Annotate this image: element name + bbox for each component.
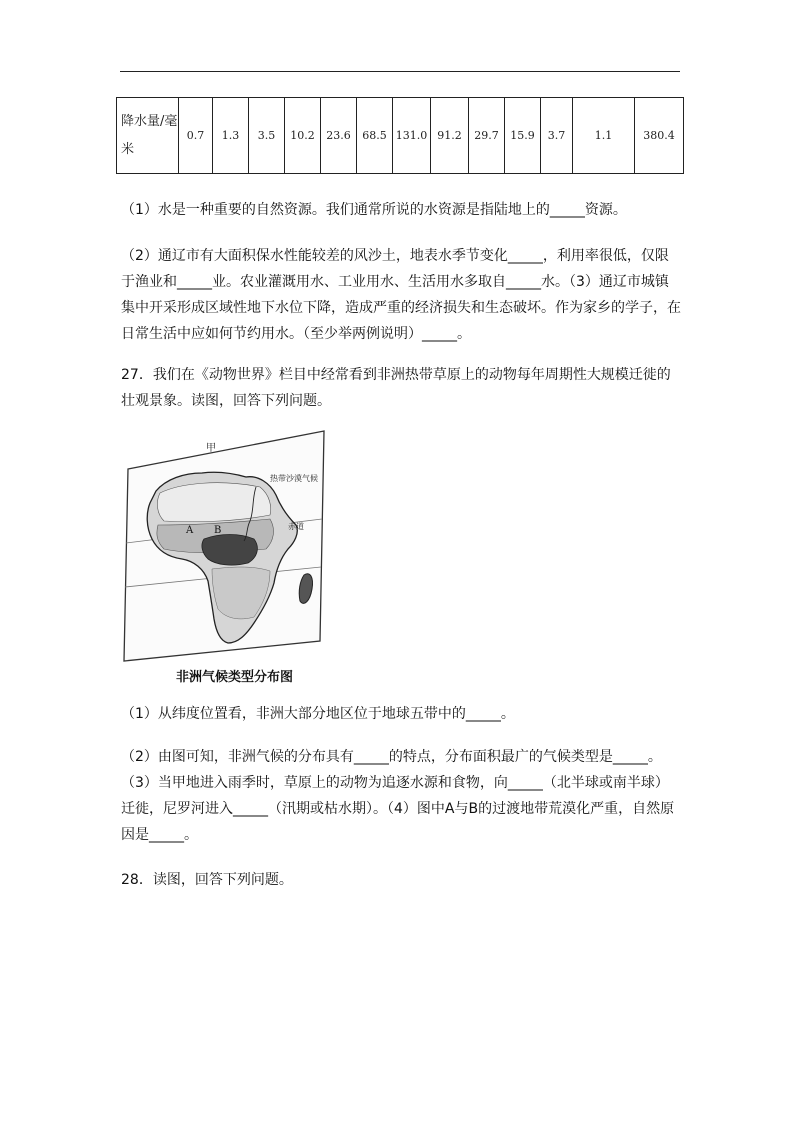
- table-cell: 23.6: [321, 98, 357, 174]
- q28-intro: 28．读图，回答下列问题。: [121, 872, 293, 888]
- africa-map-figure: [120, 425, 332, 687]
- table-cell: 91.2: [431, 98, 469, 174]
- table-cell-total: 380.4: [635, 98, 684, 174]
- label-jia: 甲: [206, 443, 216, 454]
- table-cell: 131.0: [393, 98, 431, 174]
- table-cell: 10.2: [285, 98, 321, 174]
- q27-part1: （1）从纬度位置看，非洲大部分地区位于地球五带中的_____。: [121, 706, 515, 722]
- table-cell: 1.1: [573, 98, 635, 174]
- rainforest-zone: [202, 535, 257, 566]
- map-caption: 非洲气候类型分布图: [176, 670, 294, 685]
- table-row-label: 降水量/毫米: [117, 98, 179, 174]
- label-equator: 赤道: [288, 522, 304, 531]
- table-cell: 1.3: [213, 98, 249, 174]
- precipitation-table: [116, 97, 684, 174]
- desert-zone: [157, 483, 270, 522]
- q26-part2-3: （2）通辽市有大面积保水性能较差的风沙土，地表水季节变化_____，利用率很低，仅限于渔业和_____业。农业灌溉用水、工业用水、生活用水多取自_____水。（3）通辽市城镇集中开采形成区域性地下水位下降，造成严重的经济损失和生态破坏。作为家乡的学子，在日常生活中应如何节约用水。（至少举两例说明）_____。: [121, 248, 681, 342]
- table-cell: 68.5: [357, 98, 393, 174]
- table-cell: 29.7: [469, 98, 505, 174]
- q27-intro: 27．我们在《动物世界》栏目中经常看到非洲热带草原上的动物每年周期性大规模迁徙的壮观景象。读图，回答下列问题。: [121, 367, 671, 409]
- q27-part2-4: （2）由图可知，非洲气候的分布具有_____的特点，分布面积最广的气候类型是_____。（3）当甲地进入雨季时，草原上的动物为追逐水源和食物，向_____（北半球或南半球）迁徙，尼罗河进入_____（汛期或枯水期）。（4）图中A与B的过渡地带荒漠化严重，自然原因是_____。: [121, 749, 675, 843]
- q26-part1: （1）水是一种重要的自然资源。我们通常所说的水资源是指陆地上的_____资源。: [121, 202, 627, 218]
- table-cell: 3.7: [541, 98, 573, 174]
- header-rule: [120, 71, 680, 72]
- table-row: [117, 98, 684, 174]
- label-a: A: [186, 525, 194, 536]
- table-cell: 15.9: [505, 98, 541, 174]
- label-desert-legend: 热带沙漠气候: [270, 474, 318, 483]
- table-cell: 3.5: [249, 98, 285, 174]
- africa-climate-map: [120, 425, 332, 687]
- label-b: B: [214, 525, 222, 536]
- table-cell: 0.7: [179, 98, 213, 174]
